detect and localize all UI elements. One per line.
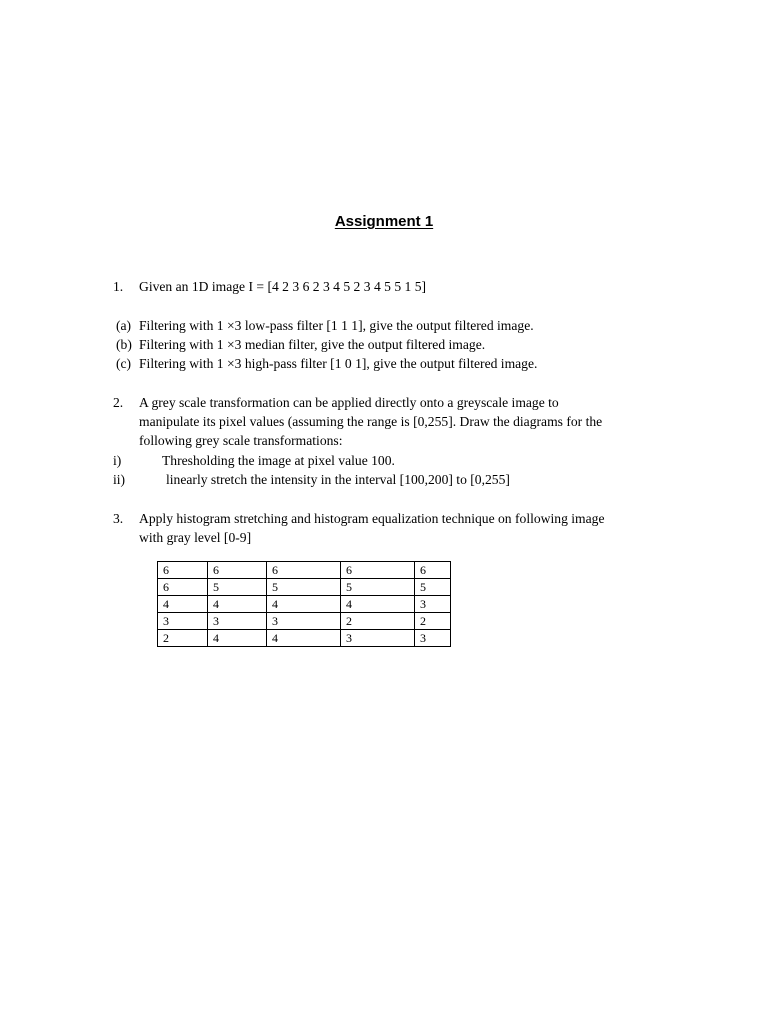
table-row xyxy=(158,613,451,630)
table-row xyxy=(158,562,451,579)
table-cell: 4 xyxy=(208,630,267,647)
table-cell: 5 xyxy=(267,579,341,596)
assignment-title xyxy=(0,212,768,232)
table-cell: 4 xyxy=(267,630,341,647)
table-cell: 6 xyxy=(158,562,208,579)
table-cell: 6 xyxy=(158,579,208,596)
gray-level-image-table xyxy=(157,561,451,647)
question-1c-text: Filtering with 1 ×3 high-pass filter [1 0 1], give the output filtered image. xyxy=(139,356,538,371)
question-1-text: Given an 1D image I = [4 2 3 6 2 3 4 5 2 3 4 5 5 1 5] xyxy=(139,279,427,294)
question-1b-label: (b) xyxy=(116,337,132,352)
table-cell: 6 xyxy=(267,562,341,579)
table-row xyxy=(158,630,451,647)
table-cell: 2 xyxy=(341,613,415,630)
table-cell: 3 xyxy=(415,596,451,613)
question-2ii-text: linearly stretch the intensity in the interval [100,200] to [0,255] xyxy=(166,472,510,487)
table-row xyxy=(158,579,451,596)
question-2-line-2: manipulate its pixel values (assuming the range is [0,255]. Draw the diagrams for the xyxy=(139,414,603,429)
table-cell: 5 xyxy=(341,579,415,596)
table-cell: 4 xyxy=(267,596,341,613)
question-1c-label: (c) xyxy=(116,356,132,371)
table-cell: 2 xyxy=(158,630,208,647)
table-cell: 3 xyxy=(158,613,208,630)
question-3-line-1: Apply histogram stretching and histogram equalization technique on following image xyxy=(139,511,605,526)
table-row xyxy=(158,596,451,613)
table-cell: 6 xyxy=(415,562,451,579)
question-2-line-3: following grey scale transformations: xyxy=(139,433,343,448)
question-3-line-2: with gray level [0-9] xyxy=(139,530,252,545)
question-2ii-label: ii) xyxy=(113,472,126,487)
assignment-title-text: Assignment 1 xyxy=(334,213,434,230)
table-cell: 4 xyxy=(341,596,415,613)
table-cell: 3 xyxy=(208,613,267,630)
question-1a-text: Filtering with 1 ×3 low-pass filter [1 1 1], give the output filtered image. xyxy=(139,318,534,333)
table-cell: 4 xyxy=(158,596,208,613)
question-2i-label: i) xyxy=(113,453,122,468)
table-cell: 5 xyxy=(208,579,267,596)
table-cell: 3 xyxy=(415,630,451,647)
question-1a-label: (a) xyxy=(116,318,132,333)
question-1-number: 1. xyxy=(113,279,124,294)
table-cell: 3 xyxy=(341,630,415,647)
table-cell: 6 xyxy=(341,562,415,579)
question-2i-text: Thresholding the image at pixel value 100. xyxy=(162,453,395,468)
table-cell: 3 xyxy=(267,613,341,630)
question-2-line-1: A grey scale transformation can be applied directly onto a greyscale image to xyxy=(139,395,559,410)
question-2-number: 2. xyxy=(113,395,124,410)
table-cell: 6 xyxy=(208,562,267,579)
table-cell: 4 xyxy=(208,596,267,613)
table-cell: 2 xyxy=(415,613,451,630)
question-1b-text: Filtering with 1 ×3 median filter, give the output filtered image. xyxy=(139,337,486,352)
table-cell: 5 xyxy=(415,579,451,596)
question-3-number: 3. xyxy=(113,511,124,526)
